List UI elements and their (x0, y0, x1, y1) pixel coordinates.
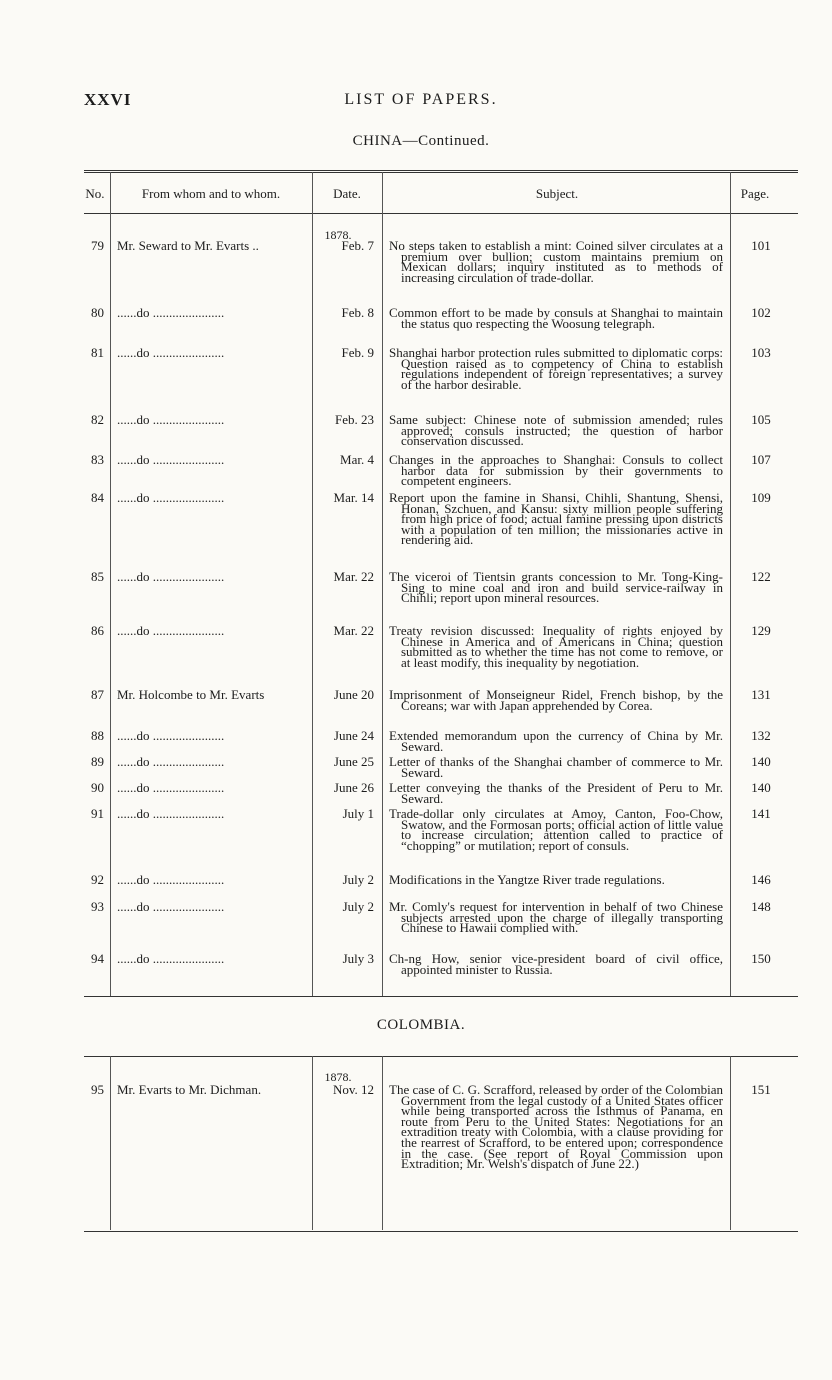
page-number: XXVI (84, 90, 132, 109)
column-divider (382, 172, 383, 997)
entry-subject: Modifications in the Yangtze River trade regulations. (389, 872, 665, 887)
entry-from-to: ......do ...................... (117, 493, 225, 504)
entry-subject: Common effort to be made by consuls at Shanghai to maintain the status quo respecting the Woosung telegraph. (389, 305, 723, 331)
entry-number: 80 (91, 305, 104, 320)
entry-number: 82 (91, 412, 104, 427)
entry-number: 93 (91, 899, 104, 914)
column-divider (110, 1056, 111, 1230)
entry-page: 103 (751, 345, 771, 360)
entry-from-to: Mr. Seward to Mr. Evarts .. (117, 241, 259, 252)
entry-number: 85 (91, 569, 104, 584)
entry-date: June 25 (333, 754, 374, 769)
entry-from-to: ......do ...................... (117, 572, 225, 583)
column-header-from: From whom and to whom. (141, 186, 281, 201)
year-label: 1878. (324, 1070, 352, 1084)
entry-number: 86 (91, 623, 104, 638)
entry-date: Mar. 22 (333, 623, 374, 638)
entry-page: 122 (751, 569, 771, 584)
column-divider (730, 1056, 731, 1230)
entry-from-to: ......do ...................... (117, 783, 225, 794)
entry-from-to: ......do ...................... (117, 348, 225, 359)
entry-from-to: ......do ...................... (117, 308, 225, 319)
entry-number: 89 (91, 754, 104, 769)
entry-from-to: ......do ...................... (117, 415, 225, 426)
entry-subject: Shanghai harbor protection rules submitted to diplomatic corps: Question raised as to competency of China to establish regulations independent of foreign representatives; a survey of the harbor desirable. (389, 345, 723, 392)
entry-subject: Same subject: Chinese note of submission amended; rules approved; consuls instructed; the question of harbor conservation discussed. (389, 412, 723, 449)
entry-number: 81 (91, 345, 104, 360)
year-label: 1878. (324, 228, 352, 242)
entry-subject: The case of C. G. Scrafford, released by order of the Colombian Government from the legal custody of a United States officer while being transported across the Isthmus of Panama, en route from Peru to the United States: Negotiations for an extradition treaty with Colombia, with a clause providing for the rearrest of Scrafford, to be entered upon; correspondence in the case. (See report of Royal Commission upon Extradition; Mr. Welsh's dispatch of June 22.) (389, 1082, 723, 1172)
entry-page: 151 (751, 1082, 771, 1097)
entry-subject: Ch-ng How, senior vice-president board of civil office, appointed minister to Russia. (389, 951, 723, 977)
entry-number: 87 (91, 687, 104, 702)
entry-date: Mar. 14 (333, 490, 374, 505)
entry-number: 88 (91, 728, 104, 743)
column-divider (312, 1056, 313, 1230)
entry-page: 105 (751, 412, 771, 427)
running-title: LIST OF PAPERS. (344, 91, 498, 108)
section-title-china: CHINA—Continued. (352, 133, 490, 149)
entry-subject: Letter conveying the thanks of the President of Peru to Mr. Seward. (389, 780, 723, 806)
entry-subject: Mr. Comly's request for intervention in behalf of two Chinese subjects arrested upon the charge of illegally transporting Chinese to Hawaii complied with. (389, 899, 723, 936)
entry-subject: The viceroi of Tientsin grants concession to Mr. Tong-King-Sing to mine coal and iron and build service-railway in Chihli; report upon mineral resources. (389, 569, 723, 606)
entry-date: Feb. 8 (341, 305, 374, 320)
entry-page: 148 (751, 899, 771, 914)
entry-subject: Extended memorandum upon the currency of China by Mr. Seward. (389, 728, 723, 754)
entry-from-to: ......do ...................... (117, 757, 225, 768)
header-bottom-rule (84, 213, 798, 214)
table-top-rule-inner (84, 172, 798, 173)
entry-from-to: ......do ...................... (117, 875, 225, 886)
column-divider (110, 172, 111, 997)
table-top-rule (84, 1056, 798, 1057)
entry-page: 107 (751, 452, 771, 467)
table-top-rule (84, 170, 798, 171)
entry-page: 101 (751, 238, 771, 253)
entry-number: 94 (91, 951, 104, 966)
entry-page: 140 (751, 754, 771, 769)
column-divider (312, 172, 313, 997)
column-header-no: No. (85, 186, 105, 201)
entry-subject: Letter of thanks of the Shanghai chamber of commerce to Mr. Seward. (389, 754, 723, 780)
entry-page: 132 (751, 728, 771, 743)
entry-date: June 24 (333, 728, 374, 743)
entry-date: July 2 (342, 872, 374, 887)
entry-page: 140 (751, 780, 771, 795)
entry-date: July 1 (342, 806, 374, 821)
entry-from-to: ......do ...................... (117, 902, 225, 913)
entry-page: 146 (751, 872, 771, 887)
entry-number: 83 (91, 452, 104, 467)
table-bottom-rule (84, 1231, 798, 1232)
entry-subject: No steps taken to establish a mint: Coined silver circulates at a premium over bullion; custom maintains premium on Mexican dollars; inquiry instituted as to methods of increasing circulation of trade-dollar. (389, 238, 723, 285)
entry-subject: Imprisonment of Monseigneur Ridel, French bishop, by the Coreans; war with Japan apprehended by Corea. (389, 687, 723, 713)
column-header-date: Date. (333, 186, 361, 201)
column-header-subject: Subject. (535, 186, 579, 201)
entry-date: Feb. 7 (341, 238, 374, 253)
entry-page: 131 (751, 687, 771, 702)
entry-from-to: ......do ...................... (117, 954, 225, 965)
entry-date: Feb. 9 (341, 345, 374, 360)
entry-page: 141 (751, 806, 771, 821)
entry-date: Mar. 22 (333, 569, 374, 584)
section-title-colombia: COLOMBIA. (376, 1017, 466, 1033)
entry-subject: Report upon the famine in Shansi, Chihli, Shantung, Shensi, Honan, Szchuen, and Kansu: sixty million people suffering from high price of food; actual famine pressing upon districts with a population of ten million; the missionaries active in rendering aid. (389, 490, 723, 548)
entry-subject: Changes in the approaches to Shanghai: Consuls to collect harbor data for submission by their governments to competent engineers. (389, 452, 723, 489)
entry-date: June 26 (333, 780, 374, 795)
entry-date: July 2 (342, 899, 374, 914)
entry-page: 150 (751, 951, 771, 966)
entry-from-to: ......do ...................... (117, 809, 225, 820)
column-divider (382, 1056, 383, 1230)
entry-date: July 3 (342, 951, 374, 966)
entry-from-to: Mr. Evarts to Mr. Dichman. (117, 1085, 262, 1096)
entry-number: 84 (91, 490, 104, 505)
entry-date: Mar. 4 (340, 452, 374, 467)
entry-number: 90 (91, 780, 104, 795)
entry-date: June 20 (333, 687, 374, 702)
entry-subject: Trade-dollar only circulates at Amoy, Canton, Foo-Chow, Swatow, and the Formosan ports; official action of little value to increase circulation; attention called to practice of “chopping” or mutilation; report of consuls. (389, 806, 723, 853)
entry-from-to: Mr. Holcombe to Mr. Evarts (117, 690, 265, 701)
entry-date: Nov. 12 (332, 1082, 374, 1097)
entry-page: 102 (751, 305, 771, 320)
entry-number: 91 (91, 806, 104, 821)
entry-date: Feb. 23 (335, 412, 374, 427)
entry-number: 92 (91, 872, 104, 887)
entry-from-to: ......do ...................... (117, 626, 225, 637)
column-header-page: Page. (740, 186, 770, 201)
entry-from-to: ......do ...................... (117, 731, 225, 742)
table-bottom-rule (84, 996, 798, 997)
entry-from-to: ......do ...................... (117, 455, 225, 466)
column-divider (730, 172, 731, 997)
entry-page: 109 (751, 490, 771, 505)
entry-subject: Treaty revision discussed: Inequality of rights enjoyed by Chinese in America and of Americans in China; question submitted as to whether the time has not come to remove, or at least modify, this inequality by negotiation. (389, 623, 723, 670)
entry-number: 95 (91, 1082, 104, 1097)
entry-page: 129 (751, 623, 771, 638)
entry-number: 79 (91, 238, 104, 253)
